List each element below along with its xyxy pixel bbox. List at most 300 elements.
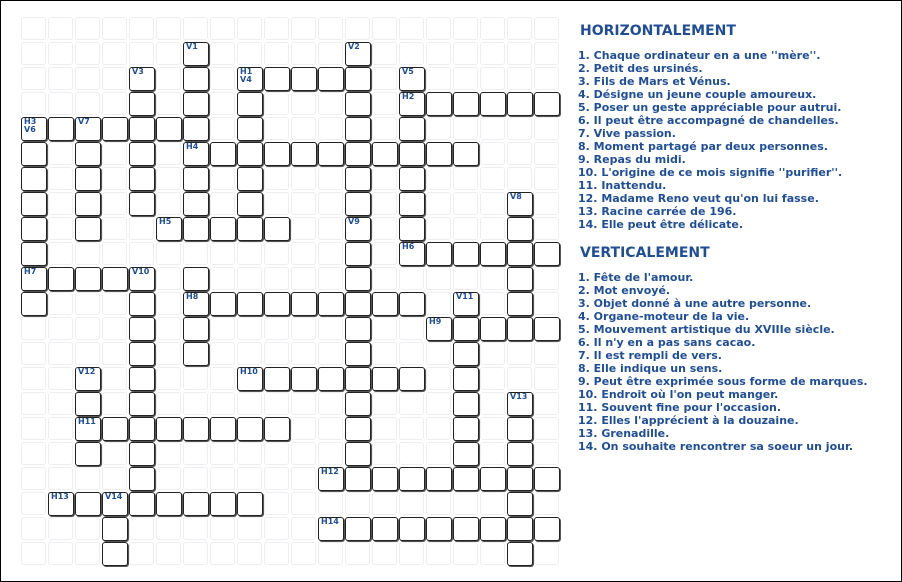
letter-cell[interactable]	[129, 192, 155, 216]
letter-cell[interactable]	[264, 217, 290, 241]
letter-cell[interactable]	[264, 142, 290, 166]
grid-background-square	[183, 517, 208, 540]
letter-cell[interactable]	[507, 242, 533, 266]
letter-cell[interactable]	[102, 117, 128, 141]
letter-cell[interactable]	[21, 142, 47, 166]
grid-background-square	[237, 542, 262, 565]
letter-cell[interactable]	[102, 492, 128, 516]
letter-cell[interactable]	[345, 67, 371, 91]
letter-cell[interactable]	[534, 467, 560, 491]
grid-background-square	[291, 242, 316, 265]
grid-background-square	[318, 167, 343, 190]
grid-background-square	[156, 67, 181, 90]
letter-cell[interactable]	[237, 117, 263, 141]
letter-cell[interactable]	[75, 267, 101, 291]
letter-cell[interactable]	[507, 442, 533, 466]
grid-background-square	[210, 542, 235, 565]
letter-cell[interactable]	[453, 292, 479, 316]
letter-cell[interactable]	[453, 442, 479, 466]
letter-cell[interactable]	[156, 492, 182, 516]
letter-cell[interactable]	[453, 142, 479, 166]
letter-cell[interactable]	[48, 267, 74, 291]
grid-background-square	[480, 42, 505, 65]
letter-cell[interactable]	[507, 292, 533, 316]
letter-cell[interactable]	[399, 292, 425, 316]
letter-cell[interactable]	[345, 442, 371, 466]
grid-background-square	[426, 367, 451, 390]
grid-background-square	[210, 92, 235, 115]
grid-background-square	[264, 42, 289, 65]
letter-cell[interactable]	[507, 517, 533, 541]
grid-background-square	[318, 342, 343, 365]
letter-cell[interactable]	[480, 242, 506, 266]
letter-cell[interactable]	[183, 342, 209, 366]
letter-cell[interactable]	[75, 167, 101, 191]
grid-background-square	[426, 492, 451, 515]
letter-cell[interactable]	[534, 92, 560, 116]
letter-cell[interactable]	[453, 342, 479, 366]
letter-cell[interactable]	[426, 92, 452, 116]
letter-cell[interactable]	[318, 292, 344, 316]
grid-background-square	[210, 117, 235, 140]
clue-number-label: H8	[186, 292, 199, 301]
horizontal-clue: 1. Chaque ordinateur en a une ''mère''.	[578, 49, 821, 62]
letter-cell[interactable]	[345, 417, 371, 441]
letter-cell[interactable]	[129, 367, 155, 391]
crossword-grid	[21, 17, 561, 567]
letter-cell[interactable]	[318, 67, 344, 91]
letter-cell[interactable]	[75, 217, 101, 241]
letter-cell[interactable]	[210, 417, 236, 441]
letter-cell[interactable]	[48, 492, 74, 516]
grid-background-square	[264, 242, 289, 265]
letter-cell[interactable]	[318, 517, 344, 541]
clue-number-label: H3	[24, 117, 37, 126]
letter-cell[interactable]	[345, 242, 371, 266]
grid-background-square	[318, 267, 343, 290]
grid-background-square	[291, 192, 316, 215]
letter-cell[interactable]	[291, 292, 317, 316]
vertical-clue: 9. Peut être exprimée sous forme de marques.	[578, 375, 868, 388]
letter-cell[interactable]	[129, 167, 155, 191]
grid-background-square	[48, 192, 73, 215]
letter-cell[interactable]	[453, 392, 479, 416]
grid-background-square	[21, 317, 46, 340]
grid-background-square	[453, 67, 478, 90]
grid-background-square	[156, 442, 181, 465]
letter-cell[interactable]	[48, 117, 74, 141]
horizontal-clue: 9. Repas du midi.	[578, 153, 686, 166]
grid-background-square	[102, 17, 127, 40]
letter-cell[interactable]	[237, 367, 263, 391]
letter-cell[interactable]	[75, 417, 101, 441]
letter-cell[interactable]	[426, 317, 452, 341]
grid-background-square	[102, 392, 127, 415]
letter-cell[interactable]	[129, 267, 155, 291]
letter-cell[interactable]	[21, 242, 47, 266]
letter-cell[interactable]	[102, 267, 128, 291]
grid-background-square	[129, 42, 154, 65]
letter-cell[interactable]	[129, 317, 155, 341]
letter-cell[interactable]	[21, 117, 47, 141]
letter-cell[interactable]	[318, 367, 344, 391]
grid-background-square	[21, 67, 46, 90]
grid-background-square	[534, 492, 559, 515]
letter-cell[interactable]	[399, 467, 425, 491]
letter-cell[interactable]	[129, 292, 155, 316]
clue-number-label: H12	[321, 467, 339, 476]
letter-cell[interactable]	[345, 117, 371, 141]
letter-cell[interactable]	[453, 317, 479, 341]
clue-number-label: V8	[510, 192, 522, 201]
grid-background-square	[426, 117, 451, 140]
letter-cell[interactable]	[372, 467, 398, 491]
letter-cell[interactable]	[345, 267, 371, 291]
letter-cell[interactable]	[399, 367, 425, 391]
letter-cell[interactable]	[507, 492, 533, 516]
letter-cell[interactable]	[399, 117, 425, 141]
letter-cell[interactable]	[453, 92, 479, 116]
grid-background-square	[480, 142, 505, 165]
grid-background-square	[372, 192, 397, 215]
grid-background-square	[372, 317, 397, 340]
letter-cell[interactable]	[480, 517, 506, 541]
grid-background-square	[48, 67, 73, 90]
letter-cell[interactable]	[264, 292, 290, 316]
letter-cell[interactable]	[507, 542, 533, 566]
letter-cell[interactable]	[534, 242, 560, 266]
letter-cell[interactable]	[345, 517, 371, 541]
grid-background-square	[507, 42, 532, 65]
letter-cell[interactable]	[183, 92, 209, 116]
grid-background-square	[237, 342, 262, 365]
clue-number-label: V3	[132, 67, 144, 76]
grid-background-square	[21, 442, 46, 465]
letter-cell[interactable]	[75, 367, 101, 391]
grid-background-square	[480, 342, 505, 365]
letter-cell[interactable]	[318, 467, 344, 491]
grid-background-square	[75, 517, 100, 540]
letter-cell[interactable]	[345, 342, 371, 366]
letter-cell[interactable]	[399, 242, 425, 266]
letter-cell[interactable]	[129, 467, 155, 491]
letter-cell[interactable]	[426, 242, 452, 266]
letter-cell[interactable]	[75, 117, 101, 141]
letter-cell[interactable]	[183, 67, 209, 91]
letter-cell[interactable]	[507, 217, 533, 241]
horizontal-clue: 10. L'origine de ce mois signifie ''purifier''.	[578, 166, 843, 179]
letter-cell[interactable]	[507, 417, 533, 441]
vertical-heading: VERTICALEMENT	[580, 245, 710, 261]
letter-cell[interactable]	[75, 442, 101, 466]
grid-background-square	[21, 367, 46, 390]
letter-cell[interactable]	[183, 42, 209, 66]
letter-cell[interactable]	[210, 292, 236, 316]
letter-cell[interactable]	[507, 467, 533, 491]
grid-background-square	[102, 92, 127, 115]
grid-background-square	[372, 167, 397, 190]
grid-background-square	[156, 367, 181, 390]
letter-cell[interactable]	[237, 142, 263, 166]
letter-cell[interactable]	[21, 292, 47, 316]
horizontal-clue: 11. Inattendu.	[578, 179, 667, 192]
grid-background-square	[507, 142, 532, 165]
letter-cell[interactable]	[345, 467, 371, 491]
letter-cell[interactable]	[453, 242, 479, 266]
letter-cell[interactable]	[345, 367, 371, 391]
letter-cell[interactable]	[399, 67, 425, 91]
grid-background-square	[426, 167, 451, 190]
letter-cell[interactable]	[102, 517, 128, 541]
letter-cell[interactable]	[399, 192, 425, 216]
grid-background-square	[21, 342, 46, 365]
letter-cell[interactable]	[156, 417, 182, 441]
letter-cell[interactable]	[345, 192, 371, 216]
letter-cell[interactable]	[183, 267, 209, 291]
grid-background-square	[48, 142, 73, 165]
grid-background-square	[156, 42, 181, 65]
letter-cell[interactable]	[156, 217, 182, 241]
letter-cell[interactable]	[129, 492, 155, 516]
letter-cell[interactable]	[183, 117, 209, 141]
letter-cell[interactable]	[237, 67, 263, 91]
grid-background-square	[426, 192, 451, 215]
letter-cell[interactable]	[507, 392, 533, 416]
letter-cell[interactable]	[21, 217, 47, 241]
clue-number-label: V12	[78, 367, 96, 376]
letter-cell[interactable]	[237, 192, 263, 216]
vertical-clue: 3. Objet donné à une autre personne.	[578, 297, 812, 310]
grid-background-square	[75, 92, 100, 115]
grid-background-square	[48, 17, 73, 40]
grid-background-square	[291, 467, 316, 490]
grid-background-square	[102, 317, 127, 340]
letter-cell[interactable]	[291, 67, 317, 91]
letter-cell[interactable]	[372, 517, 398, 541]
letter-cell[interactable]	[237, 292, 263, 316]
letter-cell[interactable]	[426, 142, 452, 166]
horizontal-clue: 12. Madame Reno veut qu'on lui fasse.	[578, 192, 819, 205]
grid-background-square	[210, 467, 235, 490]
letter-cell[interactable]	[507, 267, 533, 291]
clues-panel	[578, 23, 898, 453]
letter-cell[interactable]	[345, 317, 371, 341]
letter-cell[interactable]	[102, 417, 128, 441]
grid-background-square	[183, 17, 208, 40]
clue-number-label: H14	[321, 517, 339, 526]
letter-cell[interactable]	[453, 467, 479, 491]
letter-cell[interactable]	[237, 417, 263, 441]
letter-cell[interactable]	[75, 392, 101, 416]
letter-cell[interactable]	[237, 92, 263, 116]
grid-background-square	[318, 192, 343, 215]
grid-background-square	[21, 17, 46, 40]
letter-cell[interactable]	[507, 92, 533, 116]
letter-cell[interactable]	[21, 267, 47, 291]
letter-cell[interactable]	[129, 442, 155, 466]
letter-cell[interactable]	[129, 417, 155, 441]
grid-background-square	[534, 117, 559, 140]
letter-cell[interactable]	[210, 217, 236, 241]
letter-cell[interactable]	[183, 417, 209, 441]
letter-cell[interactable]	[183, 492, 209, 516]
grid-background-square	[372, 67, 397, 90]
letter-cell[interactable]	[129, 342, 155, 366]
grid-background-square	[48, 517, 73, 540]
letter-cell[interactable]	[291, 142, 317, 166]
grid-background-square	[399, 317, 424, 340]
letter-cell[interactable]	[183, 192, 209, 216]
letter-cell[interactable]	[372, 367, 398, 391]
letter-cell[interactable]	[210, 492, 236, 516]
grid-background-square	[480, 117, 505, 140]
letter-cell[interactable]	[345, 217, 371, 241]
grid-background-square	[399, 392, 424, 415]
letter-cell[interactable]	[399, 142, 425, 166]
letter-cell[interactable]	[264, 67, 290, 91]
letter-cell[interactable]	[237, 167, 263, 191]
grid-background-square	[264, 192, 289, 215]
letter-cell[interactable]	[399, 167, 425, 191]
grid-background-square	[534, 342, 559, 365]
letter-cell[interactable]	[534, 317, 560, 341]
letter-cell[interactable]	[237, 492, 263, 516]
letter-cell[interactable]	[129, 392, 155, 416]
clue-number-label: V2	[348, 42, 360, 51]
grid-background-square	[480, 367, 505, 390]
grid-background-square	[399, 442, 424, 465]
letter-cell[interactable]	[264, 367, 290, 391]
grid-background-square	[480, 442, 505, 465]
grid-background-square	[156, 517, 181, 540]
grid-background-square	[534, 542, 559, 565]
letter-cell[interactable]	[426, 517, 452, 541]
letter-cell[interactable]	[129, 117, 155, 141]
vertical-clue: 4. Organe-moteur de la vie.	[578, 310, 750, 323]
letter-cell[interactable]	[129, 92, 155, 116]
clue-number-label: H10	[240, 367, 258, 376]
letter-cell[interactable]	[183, 217, 209, 241]
grid-background-square	[480, 192, 505, 215]
letter-cell[interactable]	[507, 317, 533, 341]
grid-background-square	[48, 217, 73, 240]
grid-background-square	[399, 492, 424, 515]
grid-background-square	[372, 417, 397, 440]
grid-background-square	[264, 542, 289, 565]
grid-background-square	[48, 167, 73, 190]
letter-cell[interactable]	[75, 492, 101, 516]
letter-cell[interactable]	[75, 142, 101, 166]
letter-cell[interactable]	[480, 92, 506, 116]
letter-cell[interactable]	[399, 217, 425, 241]
letter-cell[interactable]	[480, 317, 506, 341]
letter-cell[interactable]	[453, 517, 479, 541]
grid-background-square	[21, 492, 46, 515]
grid-background-square	[75, 317, 100, 340]
grid-background-square	[534, 367, 559, 390]
grid-background-square	[291, 317, 316, 340]
grid-background-square	[48, 542, 73, 565]
letter-cell[interactable]	[264, 417, 290, 441]
grid-background-square	[507, 17, 532, 40]
letter-cell[interactable]	[345, 292, 371, 316]
clue-number-label: V6	[24, 125, 36, 134]
vertical-clue: 2. Mot envoyé.	[578, 284, 671, 297]
grid-background-square	[399, 42, 424, 65]
letter-cell[interactable]	[21, 167, 47, 191]
letter-cell[interactable]	[345, 167, 371, 191]
grid-background-square	[534, 292, 559, 315]
grid-background-square	[48, 342, 73, 365]
clue-number-label: V4	[240, 75, 252, 84]
letter-cell[interactable]	[291, 367, 317, 391]
letter-cell[interactable]	[318, 142, 344, 166]
letter-cell[interactable]	[399, 517, 425, 541]
letter-cell[interactable]	[345, 42, 371, 66]
letter-cell[interactable]	[480, 467, 506, 491]
grid-background-square	[453, 192, 478, 215]
grid-background-square	[102, 442, 127, 465]
letter-cell[interactable]	[156, 117, 182, 141]
letter-cell[interactable]	[183, 167, 209, 191]
letter-cell[interactable]	[426, 467, 452, 491]
letter-cell[interactable]	[453, 367, 479, 391]
grid-background-square	[156, 467, 181, 490]
letter-cell[interactable]	[372, 142, 398, 166]
grid-background-square	[75, 42, 100, 65]
grid-background-square	[480, 417, 505, 440]
grid-background-square	[210, 442, 235, 465]
letter-cell[interactable]	[102, 542, 128, 566]
grid-background-square	[453, 492, 478, 515]
letter-cell[interactable]	[183, 317, 209, 341]
letter-cell[interactable]	[129, 142, 155, 166]
grid-background-square	[21, 542, 46, 565]
vertical-clue: 7. Il est rempli de vers.	[578, 349, 722, 362]
grid-background-square	[129, 217, 154, 240]
grid-background-square	[399, 417, 424, 440]
letter-cell[interactable]	[75, 192, 101, 216]
letter-cell[interactable]	[345, 392, 371, 416]
vertical-clue: 6. Il n'y en a pas sans cacao.	[578, 336, 756, 349]
grid-background-square	[237, 317, 262, 340]
letter-cell[interactable]	[453, 417, 479, 441]
letter-cell[interactable]	[399, 92, 425, 116]
grid-background-square	[507, 117, 532, 140]
letter-cell[interactable]	[21, 192, 47, 216]
letter-cell[interactable]	[345, 92, 371, 116]
grid-background-square	[291, 542, 316, 565]
grid-background-square	[480, 17, 505, 40]
letter-cell[interactable]	[534, 517, 560, 541]
letter-cell[interactable]	[507, 192, 533, 216]
grid-background-square	[102, 342, 127, 365]
grid-background-square	[372, 42, 397, 65]
letter-cell[interactable]	[183, 142, 209, 166]
grid-background-square	[453, 267, 478, 290]
letter-cell[interactable]	[210, 142, 236, 166]
letter-cell[interactable]	[345, 142, 371, 166]
letter-cell[interactable]	[129, 67, 155, 91]
letter-cell[interactable]	[237, 217, 263, 241]
letter-cell[interactable]	[183, 292, 209, 316]
grid-background-square	[21, 417, 46, 440]
grid-background-square	[75, 542, 100, 565]
vertical-clue: 1. Fête de l'amour.	[578, 271, 694, 284]
grid-background-square	[264, 17, 289, 40]
grid-background-square	[156, 542, 181, 565]
letter-cell[interactable]	[372, 292, 398, 316]
